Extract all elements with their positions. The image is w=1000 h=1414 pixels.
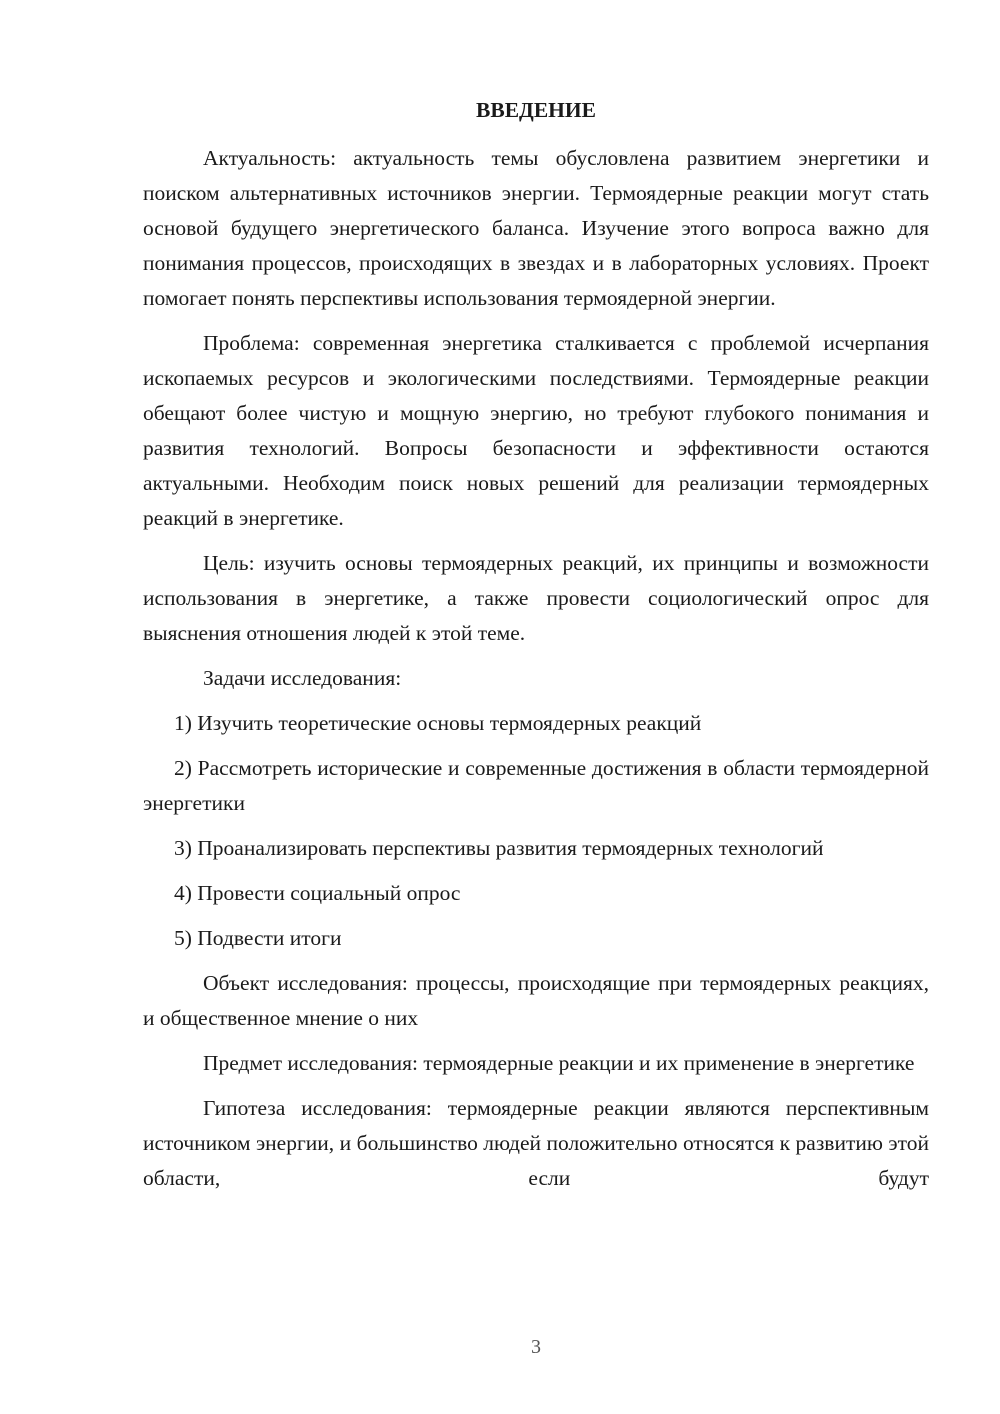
paragraph-tasks-heading: Задачи исследования: <box>203 666 402 690</box>
task-item-2: 2) Рассмотреть исторические и современные достижения в области термоядерной энергетики <box>143 756 929 815</box>
body-text <box>143 141 929 1206</box>
task-item-4: 4) Провести социальный опрос <box>174 881 461 905</box>
task-item-3: 3) Проанализировать перспективы развития термоядерных технологий <box>174 836 824 860</box>
page-heading: ВВЕДЕНИЕ <box>476 98 596 122</box>
paragraph-hypothesis: Гипотеза исследования: термоядерные реакции являются перспективным источником энергии, и большинство людей положительно относятся к развитию этой области, если будут <box>143 1096 929 1190</box>
paragraph-object: Объект исследования: процессы, происходящие при термоядерных реакциях, и общественное мнение о них <box>143 971 929 1030</box>
page-number: 3 <box>531 1336 541 1358</box>
paragraph-subject: Предмет исследования: термоядерные реакции и их применение в энергетике <box>203 1051 915 1075</box>
paragraph-problem: Проблема: современная энергетика сталкивается с проблемой исчерпания ископаемых ресурсов и экологическими последствиями. Термоядерные реакции обещают более чистую и мощную энергию, но требуют глубокого понимания и развития технологий. Вопросы безопасности и эффективности остаются актуальными. Необходим поиск новых решений для реализации термоядерных реакций в энергетике. <box>143 331 929 530</box>
paragraph-goal: Цель: изучить основы термоядерных реакций, их принципы и возможности использования в энергетике, а также провести социологический опрос для выяснения отношения людей к этой теме. <box>143 551 929 645</box>
paragraph-relevance: Актуальность: актуальность темы обусловлена развитием энергетики и поиском альтернативных источников энергии. Термоядерные реакции могут стать основой будущего энергетического баланса. Изучение этого вопроса важно для понимания процессов, происходящих в звездах и в лабораторных условиях. Проект помогает понять перспективы использования термоядерной энергии. <box>143 146 929 310</box>
task-item-1: 1) Изучить теоретические основы термоядерных реакций <box>174 711 702 735</box>
task-item-5: 5) Подвести итоги <box>174 926 342 950</box>
